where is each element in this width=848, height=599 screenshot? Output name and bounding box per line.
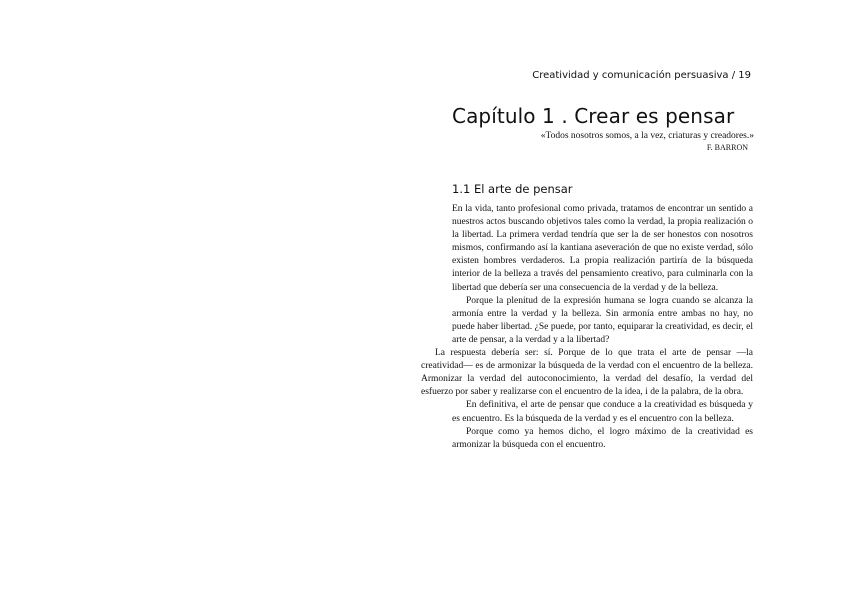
epigraph-quote: «Todos nosotros somos, a la vez, criaturas y creadores.» bbox=[540, 131, 754, 141]
paragraph: Porque la plenitud de la expresión humana se logra cuando se alcanza la armonía entre la verdad y la belleza. Sin armonía entre ambas no hay, no puede haber libertad. ¿Se puede, por tanto, equiparar la creatividad, es decir, el arte de pensar, a la verdad y a la libertad? bbox=[452, 295, 753, 345]
running-header: Creatividad y comunicación persuasiva / 19 bbox=[532, 70, 751, 81]
section-heading: 1.1 El arte de pensar bbox=[452, 182, 573, 196]
chapter-title: Capítulo 1 . Crear es pensar bbox=[452, 104, 735, 128]
body-text bbox=[421, 203, 753, 452]
epigraph-author: F. BARRON bbox=[706, 143, 748, 152]
paragraph: En la vida, tanto profesional como privada, tratamos de encontrar un sentido a nuestros actos buscando objetivos tales como la verdad, la propia realización o la libertad. La primera verdad tendría que ser la de ser honestos con nosotros mismos, confirmando así la kantiana aseveración de que no existe verdad, sólo existen hombres verdaderos. La propia realización partiría de la búsqueda interior de la belleza a través del pensamiento creativo, para culminarla con la libertad que debería ser una consecuencia de la verdad y de la belleza. bbox=[452, 204, 753, 293]
paragraph: En definitiva, el arte de pensar que conduce a la creatividad es búsqueda y es encuentro. Es la búsqueda de la verdad y es el encuentro con la belleza. bbox=[452, 400, 753, 424]
paragraph: La respuesta debería ser: sí. Porque de lo que trata el arte de pensar —la creatividad— es de armonizar la búsqueda de la verdad con el encuentro de la belleza. Armonizar la verdad del autoconocimiento, la verdad del desafío, la verdad del esfuerzo por saber y realizarse con el encuentro de la idea, i de la palabra, de la obra. bbox=[421, 348, 753, 398]
paragraph: Porque como ya hemos dicho, el logro máximo de la creatividad es armonizar la búsqueda con el encuentro. bbox=[452, 426, 753, 450]
